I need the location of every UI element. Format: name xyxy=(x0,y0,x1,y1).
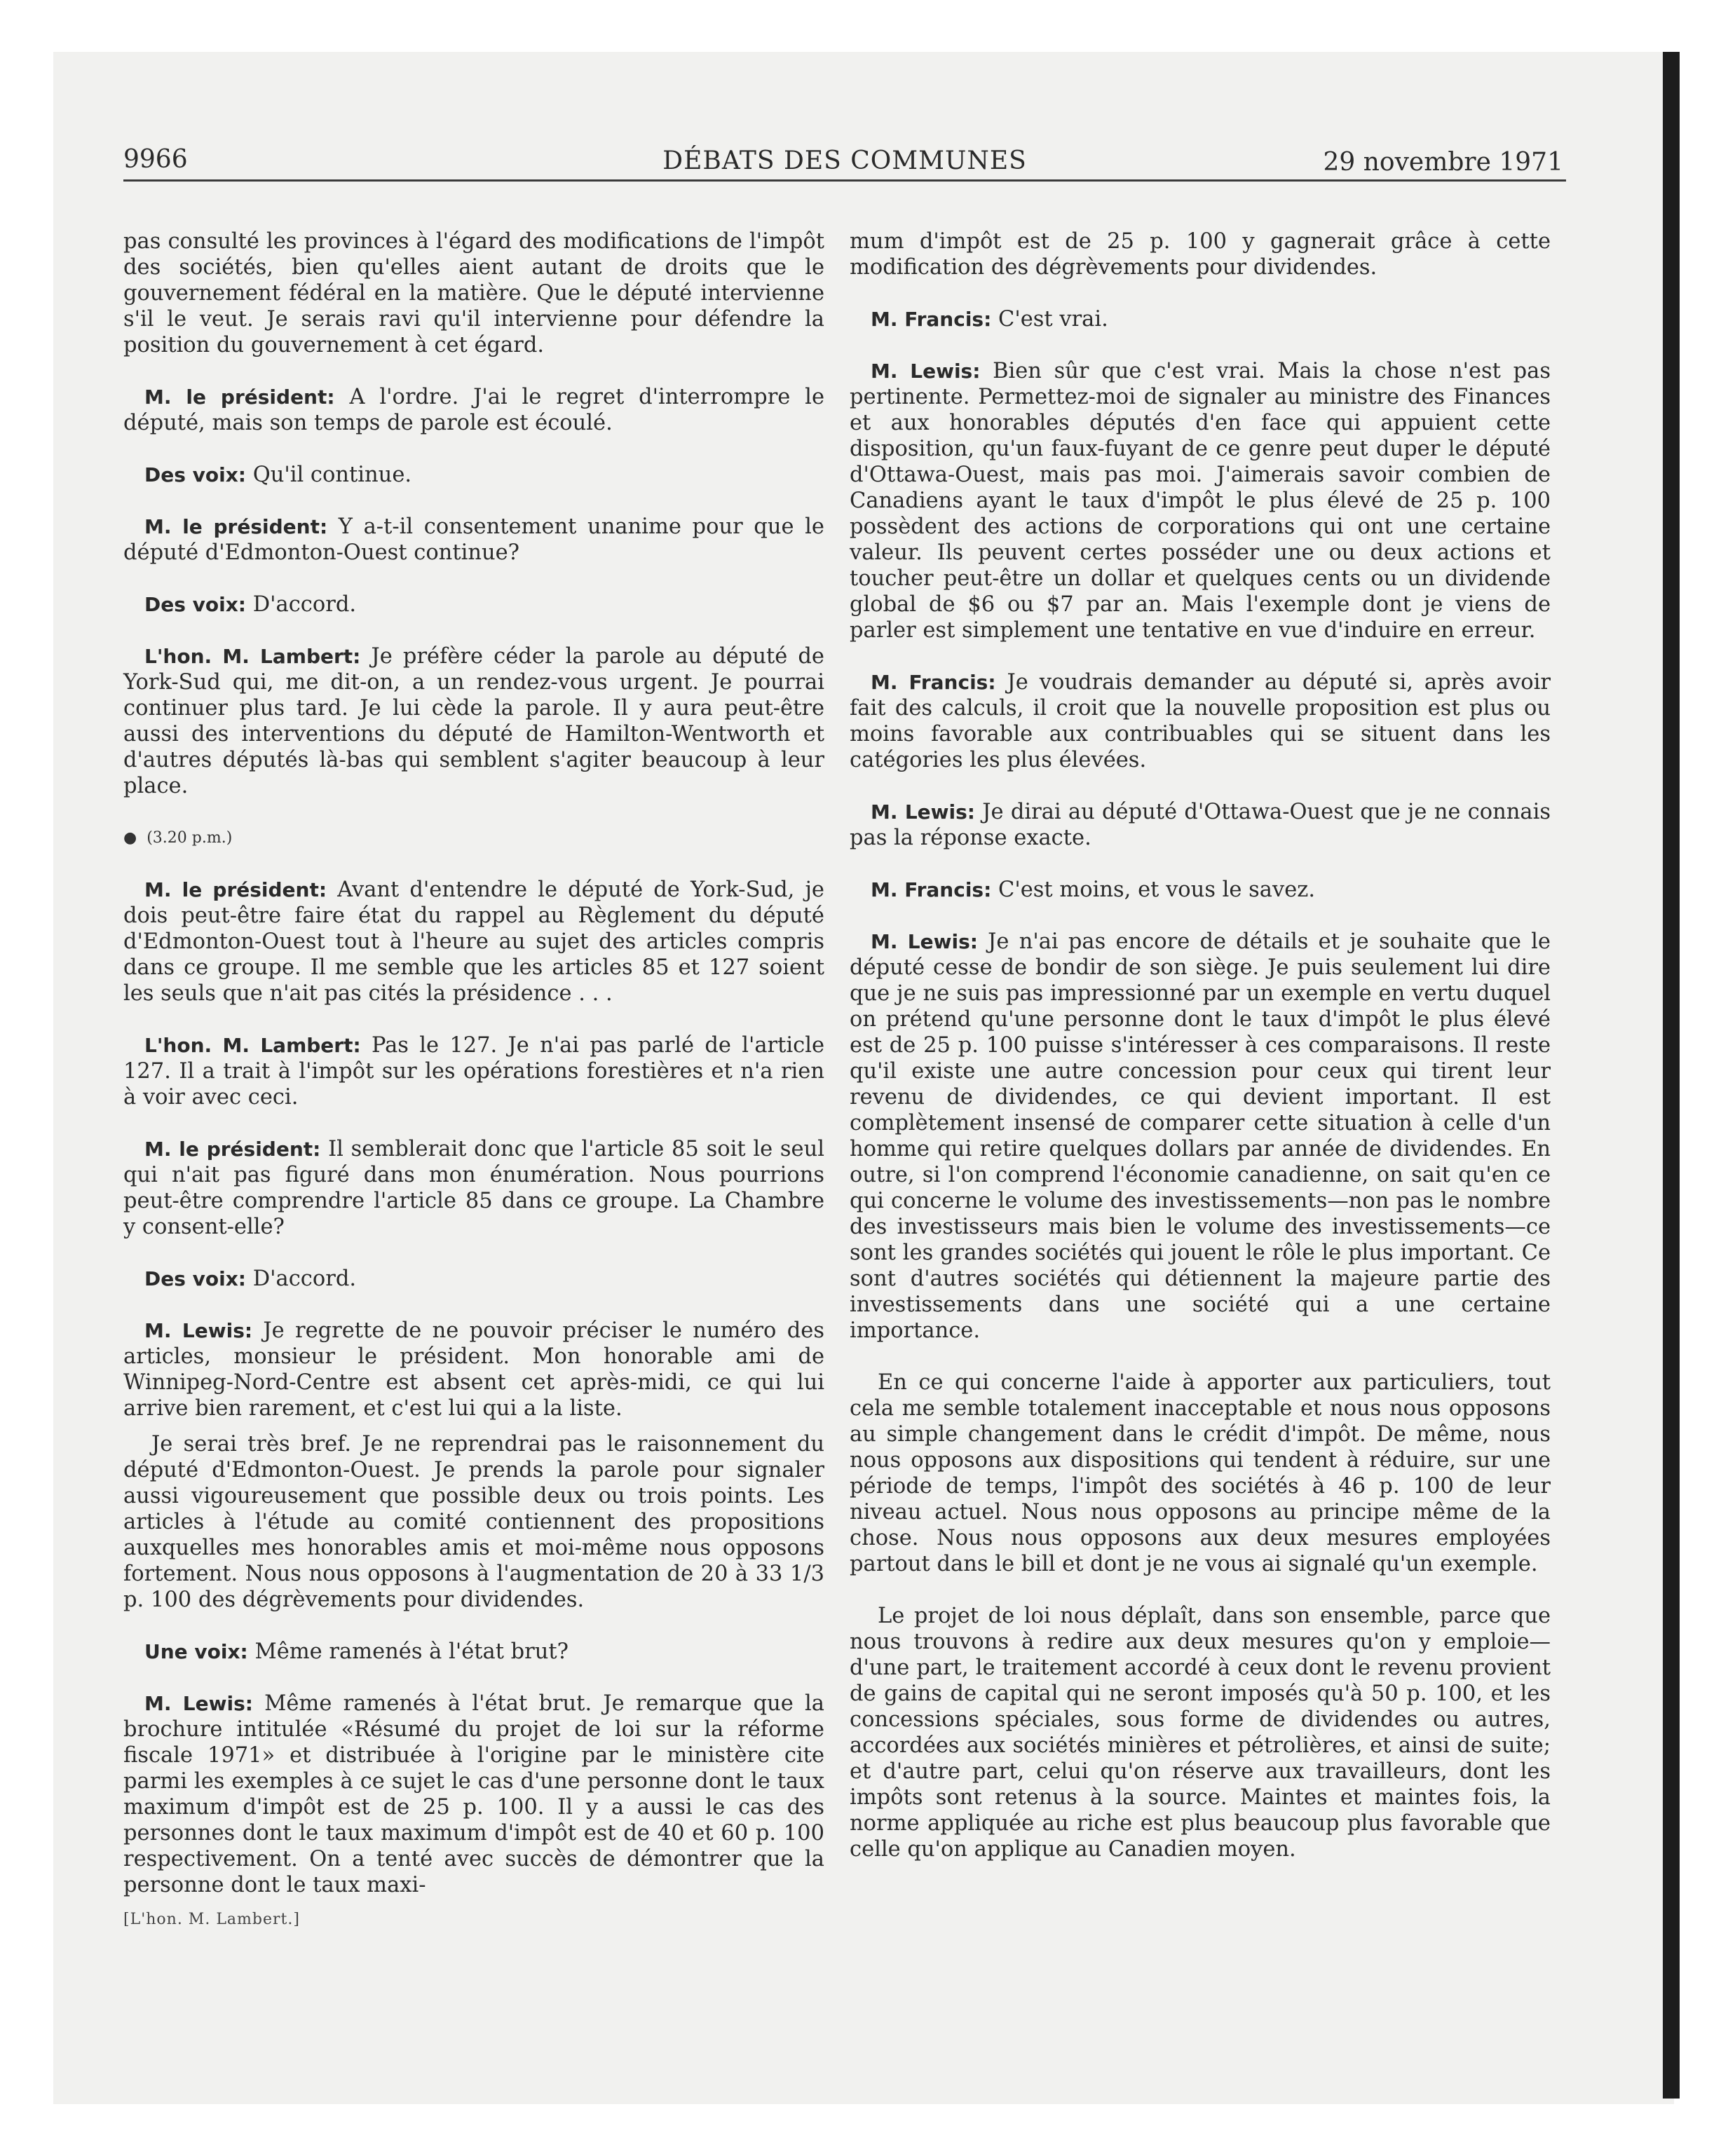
paragraph-text: Je dirai au député d'Ottawa-Ouest que je ne connais pas la réponse exacte. xyxy=(850,800,1551,850)
paragraph-text: Je préfère céder la parole au député de York-Sud qui, me dit-on, a un rendez-vous urgent. Je pourrai continuer plus tard. Je lui cède la parole. Il y aura peut-être aussi des interventions du député de Hamilton-Wentworth et d'autres députés là-bas qui semblent s'agiter beaucoup à leur place. xyxy=(123,644,824,798)
speaker-name: M. le président: xyxy=(144,1138,321,1161)
paragraph xyxy=(123,1639,824,1665)
paragraph-text: Y a-t-il consentement unanime pour que le député d'Edmonton-Ouest continue? xyxy=(123,514,824,565)
paragraph-text: Je regrette de ne pouvoir préciser le numéro des articles, monsieur le président. Mon honorable ami de Winnipeg-Nord-Centre est absent cet après-midi, ce qui lui arrive bien rarement, et c'est lui qui a la liste. xyxy=(123,1318,824,1421)
paragraph-text: D'accord. xyxy=(246,592,357,617)
paragraph-text: Avant d'entendre le député de York-Sud, je dois peut-être faire état du rappel au Règlement du député d'Edmonton-Ouest tout à l'heure au sujet des articles compris dans ce groupe. Il me semble que les articles 85 et 127 soient les seuls que n'ait pas cités la présidence . . . xyxy=(123,878,824,1006)
paragraph xyxy=(123,1691,824,1898)
paragraph-text: Je n'ai pas encore de détails et je souhaite que le député cesse de bondir de son siège. Je puis seulement lui dire que je ne suis pas impressionné par un exemple en vertu duquel on prétend qu'une personne dont le taux d'impôt le plus élevé est de 25 p. 100 puisse s'intéresser à ces comparaisons. Il reste qu'il existe une autre concession pour ceux qui tirent leur revenu de dividendes, ce qui devient important. Il est complètement insensé de comparer cette situation à celle d'un homme qui retire quelques dollars par année de dividendes. En outre, si l'on comprend l'économie canadienne, on sait qu'en ce qui concerne le volume des investissements—non pas le nombre des investisseurs mais bien le volume des investissements—ce sont les grandes sociétés qui jouent le rôle le plus important. Ce sont d'autres sociétés qui détiennent la majeure partie des investissements dans une société qui a une certaine importance. xyxy=(850,929,1551,1343)
paragraph xyxy=(850,1603,1551,1862)
paragraph xyxy=(123,1266,824,1292)
paragraph xyxy=(123,1032,824,1110)
paragraph xyxy=(850,1370,1551,1577)
paragraph-text: Pas le 127. Je n'ai pas parlé de l'article 127. Il a trait à l'impôt sur les opérations forestières et n'a rien à voir avec ceci. xyxy=(123,1033,824,1110)
paragraph-text: pas consulté les provinces à l'égard des modifications de l'impôt des sociétés, bien qu'elles aient autant de droits que le gouvernement fédéral en la matière. Que le député intervienne s'il le veut. Je serais ravi qu'il intervienne pour défendre la position du gouvernement à cet égard. xyxy=(123,229,824,357)
paragraph xyxy=(123,877,824,1007)
speaker-attribution: [L'hon. M. Lambert.] xyxy=(123,1911,300,1928)
speaker-name: L'hon. M. Lambert: xyxy=(144,1034,361,1057)
scan-edge xyxy=(1663,52,1680,2099)
page-number: 9966 xyxy=(123,145,188,174)
paragraph xyxy=(123,592,824,618)
paragraph-text: Je voudrais demander au député si, après avoir fait des calculs, il croit que la nouvelle proposition est plus ou moins favorable aux contribuables qui se situent dans les catégories les plus élevées. xyxy=(850,670,1551,772)
speaker-name: M. le président: xyxy=(144,878,327,901)
paragraph-text: Même ramenés à l'état brut. Je remarque que la brochure intitulée «Résumé du projet de loi sur la réforme fiscale 1971» et distribuée à l'origine par le ministère cite parmi les exemples à ce sujet le cas d'une personne dont le taux maximum d'impôt est de 25 p. 100. Il y a aussi le cas des personnes dont le taux maximum d'impôt est de 40 et 60 p. 100 respectivement. On a tenté avec succès de démontrer que la personne dont le taux maxi- xyxy=(123,1691,824,1897)
paragraph-text: Je serai très bref. Je ne reprendrai pas le raisonnement du député d'Edmonton-Ouest. Je prends la parole pour signaler aussi vigoureusement que possible deux ou trois points. Les articles à l'étude au comité contiennent des propositions auxquelles mes honorables amis et moi-même nous opposons fortement. Nous nous opposons à l'augmentation de 20 à 33 1/3 p. 100 des dégrèvements pour dividendes. xyxy=(123,1432,824,1612)
paragraph-text: C'est vrai. xyxy=(991,307,1108,332)
paragraph xyxy=(123,1136,824,1240)
paragraph xyxy=(850,358,1551,643)
paragraph xyxy=(123,228,824,358)
paragraph-text: mum d'impôt est de 25 p. 100 y gagnerait grâce à cette modification des dégrèvements pour dividendes. xyxy=(850,229,1551,280)
time-marker-text: (3.20 p.m.) xyxy=(147,829,233,847)
speaker-name: Des voix: xyxy=(144,593,246,616)
time-marker xyxy=(123,825,824,851)
speaker-name: M. Lewis: xyxy=(144,1319,253,1342)
paragraph xyxy=(850,799,1551,851)
speaker-name: M. Lewis: xyxy=(871,800,975,824)
paragraph-text: Bien sûr que c'est vrai. Mais la chose n'est pas pertinente. Permettez-moi de signaler au ministre des Finances et aux honorables députés d'en face qui appuient cette disposition, qu'un faux-fuyant de ce genre peut duper le député d'Ottawa-Ouest, mais pas moi. J'aimerais savoir combien de Canadiens ayant le taux d'impôt le plus élevé de 25 p. 100 possèdent des actions de corporations qui ont une certaine valeur. Ils peuvent certes posséder une ou deux actions et toucher peut-être un dollar et quelques cents ou un dividende global de $6 ou $7 par an. Mais l'exemple dont je viens de parler est simplement une tentative en vue d'induire en erreur. xyxy=(850,359,1551,643)
left-column xyxy=(123,228,824,1932)
page-header xyxy=(123,140,1566,182)
paragraph-text: D'accord. xyxy=(246,1267,357,1291)
paragraph-text: A l'ordre. J'ai le regret d'interrompre le député, mais son temps de parole est écoulé. xyxy=(123,385,824,435)
speaker-name: M. Francis: xyxy=(871,671,996,694)
speaker-name: Une voix: xyxy=(144,1640,248,1663)
paragraph xyxy=(850,669,1551,773)
speaker-name: Des voix: xyxy=(144,463,246,486)
paragraph-text: En ce qui concerne l'aide à apporter aux particuliers, tout cela me semble totalement inacceptable et nous nous opposons au simple changement dans le crédit d'impôt. De même, nous nous opposons aux dispositions qui tendent à réduire, sur une période de temps, l'impôt des sociétés à 46 p. 100 de leur niveau actuel. Nous nous opposons au principe même de la chose. Nous nous opposons aux deux mesures employées partout dans le bill et dont je ne vous ai signalé qu'un exemple. xyxy=(850,1370,1551,1576)
speaker-name: M. Lewis: xyxy=(871,360,981,383)
speaker-name: M. Lewis: xyxy=(871,930,978,953)
publication-date: 29 novembre 1971 xyxy=(1323,148,1563,177)
speaker-name: M. le président: xyxy=(144,515,328,538)
paragraph-text: C'est moins, et vous le savez. xyxy=(991,878,1316,902)
paragraph xyxy=(123,1318,824,1421)
bullet-icon: ● xyxy=(123,829,137,847)
paragraph-text: Le projet de loi nous déplaît, dans son ensemble, parce que nous trouvons à redire aux deux mesures qu'on y emploie—d'une part, le traitement accordé à ceux dont le revenu provient de gains de capital qui ne seront imposés qu'à 50 p. 100, et les concessions spéciales, sous forme de dividendes ou autres, accordées aux sociétés minières et pétrolières, et ainsi de suite; et d'autre part, celui qu'on réserve aux travailleurs, dont les impôts sont retenus à la source. Maintes et maintes fois, la norme appliquée au riche est plus beaucoup plus favorable que celle qu'on applique au Canadien moyen. xyxy=(850,1604,1551,1862)
paragraph xyxy=(850,228,1551,280)
paragraph xyxy=(123,514,824,566)
speaker-name: M. le président: xyxy=(144,386,335,409)
paragraph xyxy=(850,306,1551,332)
paragraph-text: Qu'il continue. xyxy=(246,463,412,487)
speaker-name: Des voix: xyxy=(144,1267,246,1290)
paragraph xyxy=(123,462,824,488)
paragraph xyxy=(850,929,1551,1344)
right-column xyxy=(850,228,1551,1888)
speaker-name: M. Francis: xyxy=(871,878,992,901)
paragraph xyxy=(123,384,824,436)
speaker-name: L'hon. M. Lambert: xyxy=(144,645,361,668)
paragraph-text: Même ramenés à l'état brut? xyxy=(247,1639,569,1664)
publication-title: DÉBATS DES COMMUNES xyxy=(662,146,1027,175)
paragraph xyxy=(850,877,1551,903)
speaker-name: M. Francis: xyxy=(871,308,992,331)
speaker-name: M. Lewis: xyxy=(144,1692,253,1715)
paragraph xyxy=(123,1431,824,1613)
paragraph xyxy=(123,643,824,799)
paragraph-text: Il semblerait donc que l'article 85 soit le seul qui n'ait pas figuré dans mon énumération. Nous pourrions peut-être comprendre l'article 85 dans ce groupe. La Chambre y consent-elle? xyxy=(123,1137,824,1239)
